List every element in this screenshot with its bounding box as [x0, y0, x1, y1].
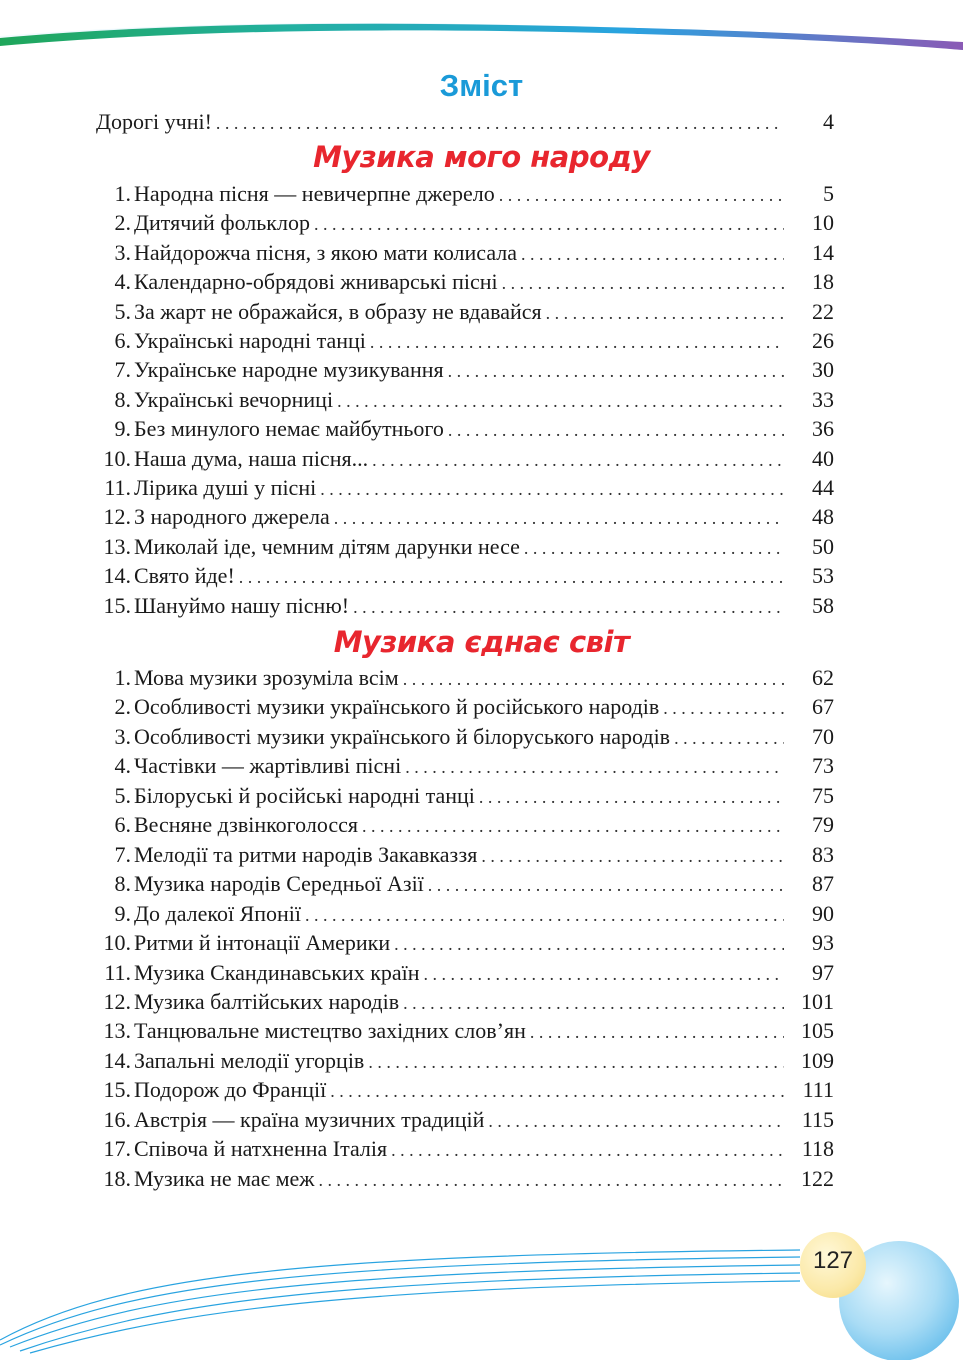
toc-item-text: Українське народне музикування: [134, 357, 444, 383]
toc-item: [96, 532, 834, 561]
toc-item-text: Ритми й інтонації Америки: [134, 930, 391, 956]
section-heading: Музика мого народу: [313, 140, 650, 174]
toc-item: [96, 692, 834, 721]
toc-item-number: 14.: [103, 1047, 131, 1073]
toc-item-text: Наша дума, наша пісня...: [134, 445, 369, 471]
toc-item-page: 115: [801, 1106, 834, 1132]
dot-leader: [405, 753, 784, 782]
toc-item-text: Подорож до Франції: [134, 1077, 327, 1103]
toc-item-page: 10: [812, 210, 834, 236]
dot-leader: [239, 563, 784, 592]
toc-item: [96, 928, 834, 957]
toc-item-page: 101: [801, 988, 834, 1014]
toc-item-text: Без минулого немає майбутнього: [134, 416, 444, 442]
toc-item-number: 10.: [103, 445, 131, 471]
toc-item-text: Музика Скандинавських країн: [134, 959, 420, 985]
dot-leader: [521, 240, 784, 269]
toc-item: [96, 722, 834, 751]
toc-item: [96, 810, 834, 839]
toc-item: [96, 591, 834, 620]
toc-item: [96, 179, 834, 208]
page-number: 127: [800, 1232, 866, 1298]
toc-item: [96, 781, 834, 810]
toc-item-number: 7.: [114, 357, 131, 383]
toc-item: [96, 1046, 834, 1075]
toc-item-number: 2.: [114, 210, 131, 236]
toc-item-page: 53: [812, 563, 834, 589]
dot-leader: [674, 724, 784, 753]
toc-intro: [96, 107, 834, 136]
toc-item-text: Свято йде!: [134, 563, 235, 589]
toc-item-text: З народного джерела: [134, 504, 330, 530]
toc-item-text: Особливості музики українського й білоруського народів: [134, 723, 671, 749]
toc-item: [96, 958, 834, 987]
toc-item-text: Українські вечорниці: [134, 386, 334, 412]
toc-item: [96, 473, 834, 502]
toc-item-number: 5.: [114, 298, 131, 324]
toc-item-page: 83: [812, 841, 834, 867]
toc-item-page: 109: [801, 1047, 834, 1073]
dot-leader: [448, 357, 784, 386]
toc-item: [96, 385, 834, 414]
toc-item-number: 2.: [114, 694, 131, 720]
toc-item-number: 9.: [114, 900, 131, 926]
toc-item-number: 13.: [103, 533, 131, 559]
toc-item-page: 111: [802, 1077, 834, 1103]
toc-item-text: Особливості музики українського й російського народів: [134, 694, 660, 720]
dot-leader: [663, 694, 784, 723]
toc-item-text: Музика не має меж: [134, 1165, 315, 1191]
dot-leader: [502, 269, 784, 298]
toc-item-number: 13.: [103, 1018, 131, 1044]
toc-item: [96, 1134, 834, 1163]
section-heading: Музика єднає світ: [333, 625, 630, 659]
toc-item: [96, 1164, 834, 1193]
toc-item-number: 5.: [114, 782, 131, 808]
toc-item-text: Мелодії та ритми народів Закавказзя: [134, 841, 478, 867]
dot-leader: [530, 1018, 784, 1047]
toc-item-number: 8.: [114, 871, 131, 897]
toc-item: [96, 751, 834, 780]
toc-item-number: 3.: [114, 723, 131, 749]
toc-item-page: 105: [801, 1018, 834, 1044]
dot-leader: [334, 504, 784, 533]
toc-item: [96, 355, 834, 384]
toc-item-page: 5: [823, 181, 834, 206]
toc-item-text: Українські народні танці: [134, 328, 366, 353]
toc-item: [96, 414, 834, 443]
toc-item-page: 26: [812, 328, 834, 353]
dot-leader: [330, 1077, 784, 1106]
toc-item-number: 7.: [114, 841, 131, 867]
toc-item: [96, 869, 834, 898]
toc-item-number: 9.: [114, 416, 131, 442]
dot-leader: [428, 871, 784, 900]
toc-item-page: 36: [812, 416, 834, 442]
toc-item: [96, 267, 834, 296]
toc-item-text: Танцювальне мистецтво західних слов’ян: [134, 1018, 526, 1044]
toc-item-page: 90: [812, 900, 834, 926]
dot-leader: [353, 593, 784, 622]
toc-item: [96, 297, 834, 326]
dot-leader: [216, 109, 784, 138]
toc-item-page: 67: [812, 694, 834, 720]
dot-leader: [424, 960, 784, 989]
toc-item-page: 48: [812, 504, 834, 530]
toc-item-text: Музика балтійських народів: [134, 988, 400, 1014]
page-title: Зміст: [439, 68, 524, 103]
toc-item: [96, 326, 834, 355]
toc-item-text: Співоча й натхненна Італія: [134, 1136, 388, 1162]
toc-item-text: Календарно-обрядові жниварські пісні: [134, 269, 498, 295]
dot-leader: [488, 1107, 784, 1136]
toc-item-page: 97: [812, 959, 834, 985]
toc-item: [96, 987, 834, 1016]
toc-item-number: 6.: [114, 812, 131, 838]
toc-item-text: Народна пісня — невичерпне джерело: [134, 181, 495, 206]
toc-item-page: 118: [801, 1136, 834, 1162]
toc-item-page: 4: [823, 109, 834, 134]
toc-item-page: 62: [812, 665, 834, 690]
toc-item-page: 22: [812, 298, 834, 324]
dot-leader: [499, 181, 784, 210]
dot-leader: [448, 416, 784, 445]
toc-item-page: 122: [801, 1165, 834, 1191]
toc-item: [96, 208, 834, 237]
toc-item-number: 16.: [103, 1106, 131, 1132]
dot-leader: [362, 812, 784, 841]
toc-item-page: 87: [812, 871, 834, 897]
dot-leader: [319, 1166, 784, 1195]
dot-leader: [524, 534, 784, 563]
toc-item-text: Частівки — жартівливі пісні: [134, 753, 402, 779]
toc-item-page: 75: [812, 782, 834, 808]
toc-item-page: 70: [812, 723, 834, 749]
toc-item-text: Мова музики зрозуміла всім: [134, 665, 399, 690]
toc-item: [96, 899, 834, 928]
toc-item-number: 4.: [114, 269, 131, 295]
toc-item: [96, 840, 834, 869]
toc-item: [96, 502, 834, 531]
toc-item-text: Весняне дзвінкоголосся: [134, 812, 359, 838]
dot-leader: [391, 1136, 784, 1165]
dot-leader: [394, 930, 784, 959]
toc-item-number: 6.: [114, 328, 131, 353]
top-wave-decoration: [0, 0, 963, 70]
dot-leader: [337, 387, 784, 416]
toc-item: [96, 1105, 834, 1134]
toc-item-text: Австрія — країна музичних традицій: [134, 1106, 485, 1132]
toc-item-number: 12.: [103, 504, 131, 530]
toc-item-number: 1.: [114, 665, 131, 690]
toc-item-number: 11.: [104, 475, 131, 500]
toc-item-number: 15.: [103, 1077, 131, 1103]
toc-item: [96, 238, 834, 267]
toc-item-number: 12.: [103, 988, 131, 1014]
toc-item-number: 11.: [104, 959, 131, 985]
toc-item-text: Білоруські й російські народні танці: [134, 782, 475, 808]
toc-item-number: 8.: [114, 386, 131, 412]
dot-leader: [479, 783, 784, 812]
dot-leader: [314, 210, 784, 239]
toc-item-page: 79: [812, 812, 834, 838]
dot-leader: [481, 842, 784, 871]
dot-leader: [403, 665, 784, 694]
dot-leader: [320, 475, 784, 504]
toc-item-page: 33: [812, 386, 834, 412]
dot-leader: [370, 328, 784, 357]
toc-item: [96, 663, 834, 692]
toc-item-text: Шануймо нашу пісню!: [134, 592, 350, 618]
toc-item-number: 3.: [114, 239, 131, 265]
dot-leader: [368, 1048, 784, 1077]
toc-item: [96, 1075, 834, 1104]
dot-leader: [403, 989, 784, 1018]
toc-item-page: 50: [812, 533, 834, 559]
toc-item-page: 14: [812, 239, 834, 265]
toc-item-page: 93: [812, 930, 834, 956]
toc-item-number: 18.: [103, 1165, 131, 1191]
toc-item-text: Дорогі учні!: [96, 109, 212, 134]
toc-item-text: Лірика душі у пісні: [134, 475, 317, 500]
toc-item-page: 30: [812, 357, 834, 383]
toc-item-number: 10.: [103, 930, 131, 956]
toc-item-text: Миколай іде, чемним дітям дарунки несе: [134, 533, 520, 559]
toc-item-text: Запальні мелодії угорців: [134, 1047, 365, 1073]
toc-item: [96, 1016, 834, 1045]
toc-item-page: 18: [812, 269, 834, 295]
toc-item-page: 58: [812, 592, 834, 618]
toc-item-number: 14.: [103, 563, 131, 589]
dot-leader: [372, 446, 784, 475]
toc-item-number: 17.: [103, 1136, 131, 1162]
toc-item: [96, 444, 834, 473]
toc-item-number: 1.: [114, 181, 131, 206]
toc-item-page: 73: [812, 753, 834, 779]
toc-item-number: 4.: [114, 753, 131, 779]
toc-item-text: До далекої Японії: [134, 900, 302, 926]
dot-leader: [305, 901, 784, 930]
toc-item-text: Дитячий фольклор: [134, 210, 310, 236]
toc-item-page: 40: [812, 445, 834, 471]
toc-item-text: Найдорожча пісня, з якою мати колисала: [134, 239, 518, 265]
toc-item-text: Музика народів Середньої Азії: [134, 871, 424, 897]
toc-item-text: За жарт не ображайся, в образу не вдавайся: [134, 298, 542, 324]
toc-item: [96, 561, 834, 590]
dot-leader: [546, 299, 784, 328]
toc-item-number: 15.: [103, 592, 131, 618]
toc-item-page: 44: [812, 475, 834, 500]
